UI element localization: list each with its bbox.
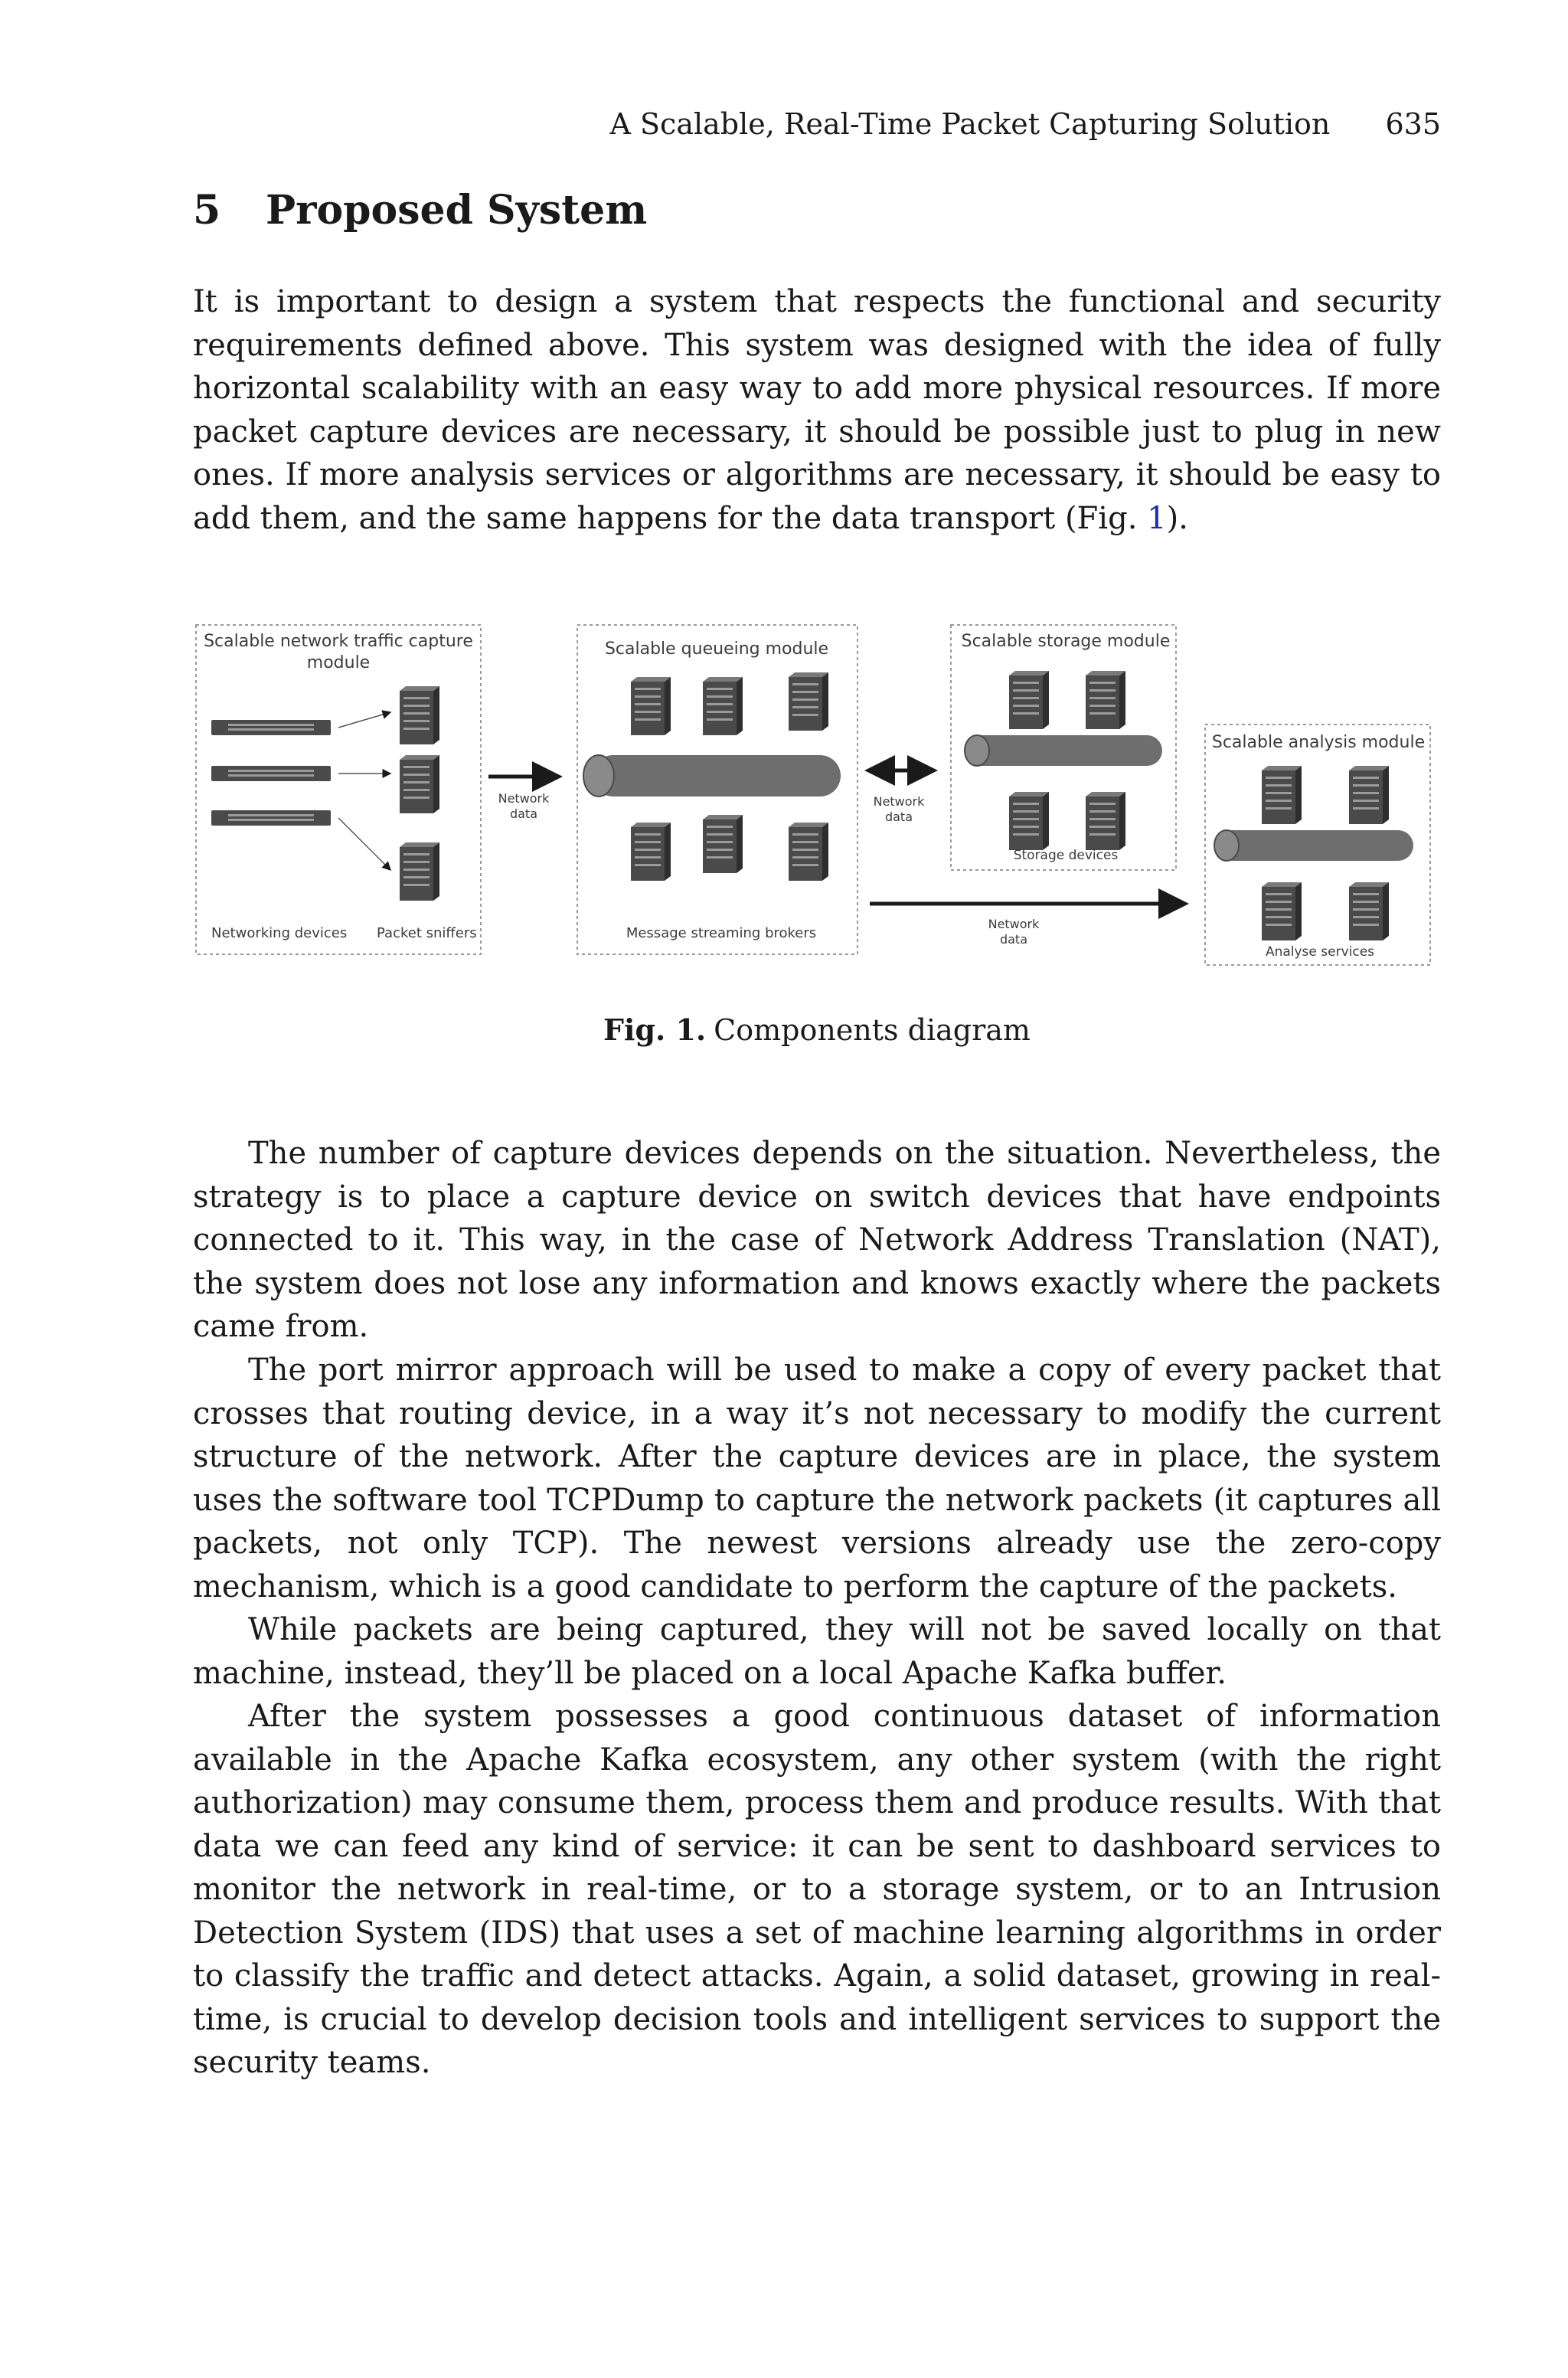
arrow-3-label-2: data	[999, 932, 1028, 947]
page	[193, 0, 1441, 2378]
server-icon	[1262, 882, 1302, 940]
arrow-queue-storage	[868, 770, 934, 824]
server-icon	[631, 677, 671, 735]
paragraph-4: While packets are being captured, they will not be saved locally on that machine, instead, they’ll be placed on a local Apache Kafka buffer.	[193, 1612, 1441, 1691]
analyse-services-label: Analyse services	[1265, 944, 1375, 960]
running-title: A Scalable, Real-Time Packet Capturing Solution	[609, 107, 1331, 141]
arrow-1-label-2: data	[509, 806, 538, 821]
switch-icon	[211, 766, 331, 781]
queue-cylinder	[583, 755, 841, 796]
section-number: 5	[193, 187, 221, 234]
switch-icon	[211, 720, 331, 735]
arrow-capture-to-queue	[488, 777, 559, 821]
server-icon	[400, 686, 439, 744]
server-icon	[1262, 766, 1302, 824]
paragraph-3: The port mirror approach will be used to make a copy of every packet that crosses that routing device, in a way it’s not necessary to modify the current structure of the network. After the capture devices are in place, the system uses the software tool TCPDump to capture the network packets (it captures all packets, not only TCP). The newest versions already use the zero-copy mechanism, which is a good candidate to perform the capture of the packets.	[193, 1353, 1441, 1604]
server-icon	[1349, 882, 1389, 940]
analysis-module	[1205, 725, 1430, 965]
arrow-2-label-1: Network	[873, 794, 925, 809]
server-icon	[789, 823, 828, 881]
queueing-module	[577, 625, 858, 954]
analysis-cylinder	[1214, 830, 1413, 861]
paragraph-1-text: It is important to design a system that respects the functional and security requirements defined above. This system was designed with the idea of fully horizontal scalability with an easy way to add more physical resources. If more packet capture devices are necessary, it should be possible just to plug in new ones. If more analysis services or algorithms are necessary, it should be easy to add them, and the same happens for the data transport (Fig.	[193, 284, 1441, 536]
server-icon	[1086, 792, 1125, 850]
page-number: 635	[1385, 107, 1441, 141]
running-head	[609, 107, 1441, 141]
packet-sniffers	[400, 686, 439, 901]
server-icon	[1009, 792, 1049, 850]
paragraph-5: After the system possesses a good continuous dataset of information available in the Apache Kafka ecosystem, any other system (with the right authorization) may consume them, process them and produce results. With that data we can feed any kind of service: it can be sent to dashboard services to monitor the network in real-time, or to a storage system, or to an Intrusion Detection System (IDS) that uses a set of machine learning algorithms in order to classify the traffic and detect attacks. Again, a solid dataset, growing in real-time, is crucial to develop decision tools and intelligent services to support the security teams.	[193, 1699, 1441, 2080]
analysis-module-title: Scalable analysis module	[1211, 733, 1426, 752]
server-icon	[631, 823, 671, 881]
storage-cylinder	[965, 735, 1162, 766]
storage-module-title: Scalable storage module	[961, 632, 1171, 651]
arrow-3-label-1: Network	[988, 917, 1040, 931]
paragraph-2: The number of capture devices depends on the situation. Nevertheless, the strategy is to place a capture device on switch devices that have endpoints connected to it. This way, in the case of Network Address Translation (NAT), the system does not lose any information and knows exactly where the packets came from.	[193, 1136, 1441, 1344]
queueing-module-title: Scalable queueing module	[604, 639, 829, 659]
figure-caption	[193, 1012, 1441, 1047]
networking-devices	[211, 720, 331, 826]
server-icon	[1349, 766, 1389, 824]
server-icon	[703, 677, 743, 735]
section-heading	[193, 187, 647, 234]
capture-module-title-2: module	[306, 653, 371, 672]
components-diagram-svg	[193, 617, 1441, 973]
caption-text: Components diagram	[714, 1013, 1031, 1047]
server-icon	[703, 815, 743, 873]
arrow-2-label-2: data	[884, 810, 913, 824]
arrow-queue-to-analysis	[870, 904, 1185, 947]
server-icon	[400, 755, 439, 813]
server-icon	[1086, 671, 1125, 729]
arrow-1-label-1: Network	[498, 791, 550, 806]
capture-module-title-1: Scalable network traffic capture	[204, 632, 473, 651]
networking-devices-label: Networking devices	[211, 925, 348, 941]
caption-label: Fig. 1.	[603, 1012, 707, 1047]
server-icon	[400, 842, 439, 901]
server-icon	[1009, 671, 1049, 729]
components-diagram	[193, 617, 1441, 973]
switch-icon	[211, 810, 331, 826]
server-icon	[789, 672, 828, 731]
paragraph-1	[193, 280, 1441, 540]
storage-module	[951, 625, 1176, 870]
capture-module	[196, 625, 481, 954]
figure-reference-link[interactable]: 1	[1147, 500, 1167, 536]
section-title: Proposed System	[266, 187, 648, 234]
brokers-label: Message streaming brokers	[626, 925, 817, 941]
paragraph-1-end: ).	[1166, 500, 1188, 536]
packet-sniffers-label: Packet sniffers	[377, 925, 477, 941]
storage-devices-label: Storage devices	[1013, 848, 1119, 863]
